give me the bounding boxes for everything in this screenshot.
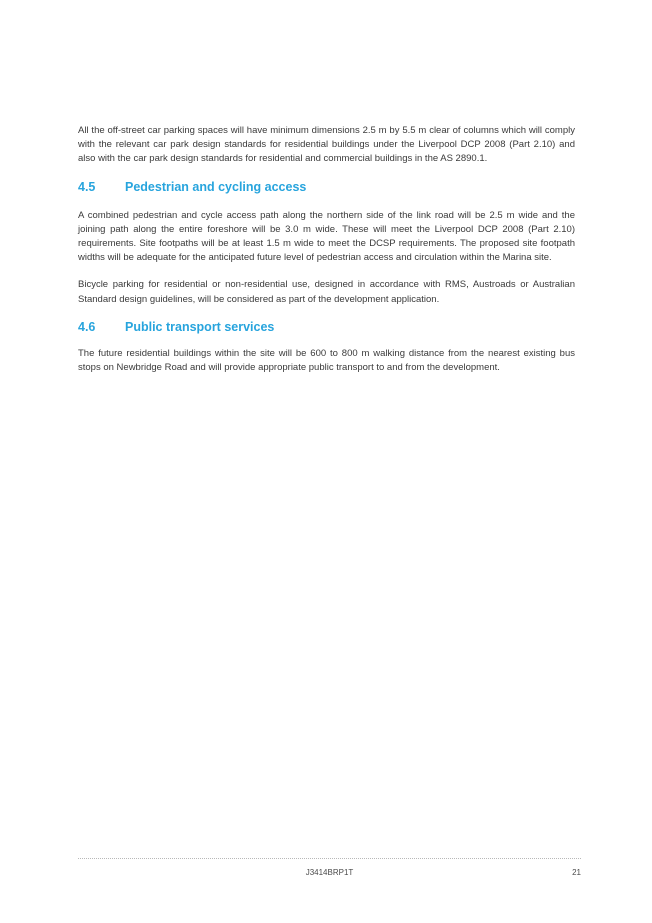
footer-page-number: 21 [572, 868, 581, 877]
footer-divider [78, 858, 581, 859]
section-title: Public transport services [125, 319, 275, 334]
paragraph-bicycle-parking: Bicycle parking for residential or non-residential use, designed in accordance with RMS, Austroads or Australian Standard design guidelines, will be considered as part of the development application. [78, 279, 575, 305]
section-heading-4-5 [78, 179, 575, 195]
section-heading-4-6 [78, 319, 575, 335]
paragraph-pedestrian-path: A combined pedestrian and cycle access path along the northern side of the link road will be 2.5 m wide and the joining path along the entire foreshore will be 3.0 m wide. These will meet the Liverpool DCP 2008 (Part 2.10) requirements. Site footpaths will be at least 1.5 m wide to meet the DCSP requirements. The proposed site footpath widths will be adequate for the anticipated future level of pedestrian access and circulation within the Marina site. [78, 209, 575, 264]
section-number: 4.6 [78, 319, 96, 334]
paragraph-public-transport: The future residential buildings within the site will be 600 to 800 m walking distance from the nearest existing bus stops on Newbridge Road and will provide appropriate public transport to and from the development. [78, 347, 575, 374]
paragraph-car-parking: All the off-street car parking spaces will have minimum dimensions 2.5 m by 5.5 m clear of columns which will comply with the relevant car park design standards for residential buildings under the Liverpool DCP 2008 (Part 2.10) and also with the car park design standards for residential and commercial buildings in the AS 2890.1. [78, 125, 575, 165]
page-content [78, 124, 575, 375]
footer-document-code: J3414BRP1T [305, 868, 354, 877]
section-title: Pedestrian and cycling access [125, 179, 307, 194]
section-number: 4.5 [78, 179, 96, 194]
